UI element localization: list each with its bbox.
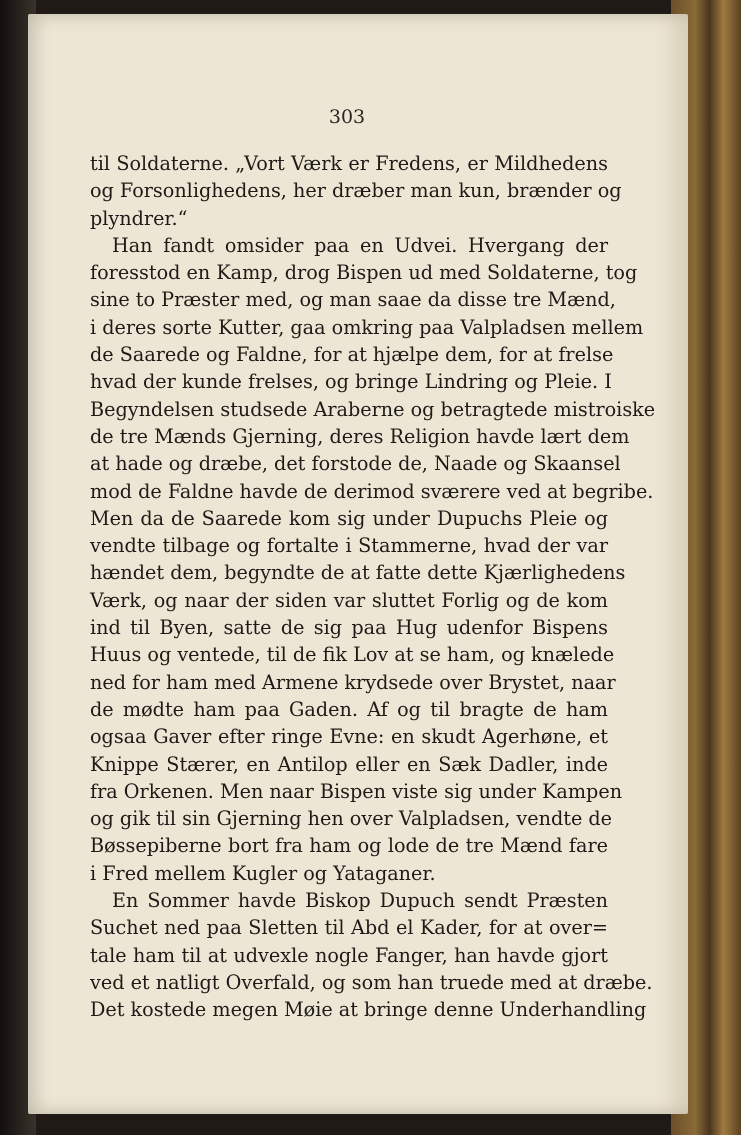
text-line: og gik til sin Gjerning hen over Valpladsen, vendte de bbox=[90, 807, 613, 831]
text-line: ned for ham med Armene krydsede over Brystet, naar bbox=[90, 670, 616, 694]
page-number: 303 bbox=[328, 106, 366, 128]
text-line: i Fred mellem Kugler og Yataganer. bbox=[90, 861, 436, 885]
text-line: hændet dem, begyndte de at fatte dette Kjærlighedens bbox=[90, 561, 626, 585]
text-line: plyndrer.“ bbox=[90, 206, 188, 230]
text-line: fra Orkenen. Men naar Bispen viste sig under Kampen bbox=[90, 779, 623, 803]
text-line: ved et natligt Overfald, og som han truede med at dræbe. bbox=[90, 970, 653, 994]
text-line: at hade og dræbe, det forstode de, Naade og Skaansel bbox=[90, 452, 621, 476]
text-line: Begyndelsen studsede Araberne og betragtede mistroiske bbox=[90, 397, 656, 421]
text-line: de Saarede og Faldne, for at hjælpe dem, for at frelse bbox=[90, 343, 614, 367]
text-line: foresstod en Kamp, drog Bispen ud med Soldaterne, tog bbox=[90, 261, 638, 285]
text-line: sine to Præster med, og man saae da disse tre Mænd, bbox=[90, 288, 616, 312]
text-line: vendte tilbage og fortalte i Stammerne, hvad der var bbox=[90, 534, 608, 558]
text-line: ogsaa Gaver efter ringe Evne: en skudt Agerhøne, et bbox=[90, 725, 608, 749]
book-page bbox=[28, 14, 688, 1114]
text-line: de tre Mænds Gjerning, deres Religion havde lært dem bbox=[90, 424, 630, 448]
text-line: En Sommer havde Biskop Dupuch sendt Præsten bbox=[112, 889, 608, 913]
text-line: hvad der kunde frelses, og bringe Lindring og Pleie. I bbox=[90, 370, 612, 394]
text-line: og Forsonlighedens, her dræber man kun, brænder og bbox=[90, 179, 622, 203]
text-line: Men da de Saarede kom sig under Dupuchs Pleie og bbox=[90, 506, 608, 530]
text-line: tale ham til at udvexle nogle Fanger, han havde gjort bbox=[90, 943, 608, 967]
text-line: Værk, og naar der siden var sluttet Forlig og de kom bbox=[90, 588, 608, 612]
text-line: til Soldaterne. „Vort Værk er Fredens, er Mildhedens bbox=[90, 152, 608, 175]
text-line: de mødte ham paa Gaden. Af og til bragte de ham bbox=[90, 697, 608, 721]
text-line: Knippe Stærer, en Antilop eller en Sæk Dadler, inde bbox=[90, 752, 608, 776]
text-line: mod de Faldne havde de derimod sværere ved at begribe. bbox=[90, 479, 654, 503]
text-line: i deres sorte Kutter, gaa omkring paa Valpladsen mellem bbox=[90, 315, 644, 339]
text-line: Det kostede megen Møie at bringe denne Underhandling bbox=[90, 998, 647, 1022]
body-text bbox=[90, 150, 656, 1024]
text-line: ind til Byen, satte de sig paa Hug udenfor Bispens bbox=[90, 616, 608, 640]
text-line: Bøssepiberne bort fra ham og lode de tre Mænd fare bbox=[90, 834, 608, 858]
text-line: Huus og ventede, til de fik Lov at se ham, og knælede bbox=[90, 643, 615, 667]
text-line: Han fandt omsider paa en Udvei. Hvergang der bbox=[112, 233, 608, 257]
text-line: Suchet ned paa Sletten til Abd el Kader, for at over= bbox=[90, 916, 608, 940]
